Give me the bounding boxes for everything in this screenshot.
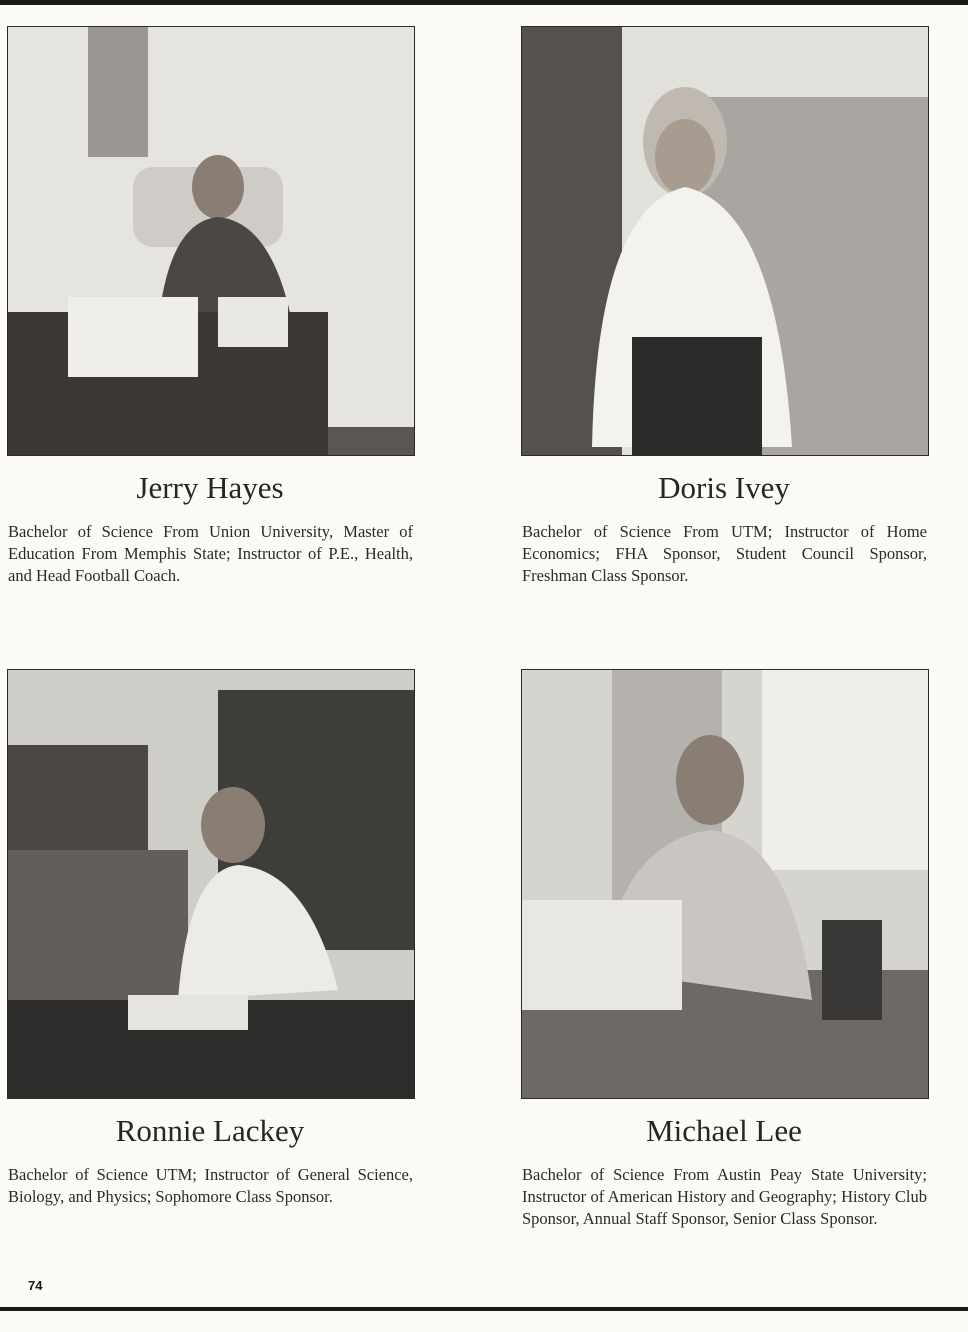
faculty-bio: Bachelor of Science From UTM; Instructor of Home Economics; FHA Sponsor, Student Council Sponsor, Freshman Class Sponsor. (522, 522, 927, 585)
faculty-photo-ronnie-lackey (7, 669, 415, 1099)
faculty-bio: Bachelor of Science UTM; Instructor of General Science, Biology, and Physics; Sophomore Class Sponsor. (8, 1165, 413, 1206)
top-rule (0, 0, 968, 5)
faculty-name: Ronnie Lackey (115, 1113, 305, 1148)
faculty-bio: Bachelor of Science From Austin Peay State University; Instructor of American History and Geography; History Club Sponsor, Annual Staff Sponsor, Senior Class Sponsor. (522, 1165, 927, 1228)
faculty-name: Jerry Hayes (136, 470, 284, 505)
faculty-name: Doris Ivey (658, 470, 790, 505)
faculty-bio: Bachelor of Science From Union University, Master of Education From Memphis State; Instructor of P.E., Health, and Head Football Coach. (8, 522, 413, 585)
page-number: 74 (28, 1278, 43, 1293)
faculty-photo-michael-lee (521, 669, 929, 1099)
bottom-rule (0, 1307, 968, 1311)
faculty-name: Michael Lee (646, 1113, 802, 1148)
faculty-photo-doris-ivey (521, 26, 929, 456)
faculty-photo-jerry-hayes (7, 26, 415, 456)
